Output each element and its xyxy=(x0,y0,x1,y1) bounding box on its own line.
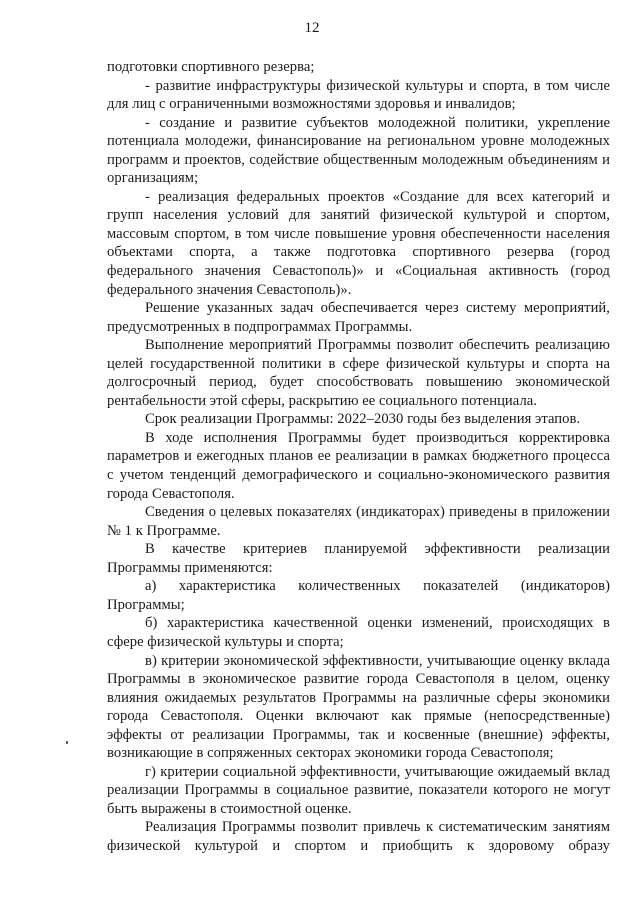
scan-speck xyxy=(66,741,68,744)
paragraph: Срок реализации Программы: 2022–2030 годы без выделения этапов. xyxy=(145,411,581,428)
document-body xyxy=(107,58,610,856)
paragraph: - создание и развитие субъектов молодежной политики, укрепление потенциала молодежи, финансирование на региональном уровне молодежных программ и проектов, содействие общественным молодежным объединениям и организациям; xyxy=(107,114,610,187)
page-number: 12 xyxy=(304,20,320,36)
paragraph: В ходе исполнения Программы будет производиться корректировка параметров и ежегодных планов ее реализации в рамках бюджетного процесса с учетом тенденций демографического и социально-экономического развития города Севастополя. xyxy=(107,429,610,502)
paragraph: в) критерии экономической эффективности, учитывающие оценку вклада Программы в экономическое развитие города Севастополя в целом, оценку влияния ожидаемых результатов Программы на различные сферы экономики города Севастополя. Оценки включают как прямые (непосредственные) эффекты от реализации Программы, так и косвенные (внешние) эффекты, возникающие в сопряженных секторах экономики города Севастополя; xyxy=(107,652,610,762)
paragraph: Выполнение мероприятий Программы позволит обеспечить реализацию целей государственной политики в сфере физической культуры и спорта на долгосрочный период, будет способствовать повышению экономической рентабельности этой сферы, раскрытию ее социального потенциала. xyxy=(107,337,610,409)
paragraph: - развитие инфраструктуры физической культуры и спорта, в том числе для лиц с ограниченными возможностями здоровья и инвалидов; xyxy=(107,77,610,113)
paragraph: Реализация Программы позволит привлечь к систематическим занятиям физической культурой и спортом и приобщить к здоровому образу xyxy=(107,819,610,854)
paragraph: б) характеристика качественной оценки изменений, происходящих в сфере физической культуры и спорта; xyxy=(107,615,610,650)
paragraph: - реализация федеральных проектов «Создание для всех категорий и групп населения условий для занятий физической культурой и спортом, массовым спортом, в том числе повышение уровня обеспеченности населения объектами спорта, а также подготовка спортивного резерва (город федерального значения Севастополь)» и «Социальная активность (город федерального значения Севастополь)». xyxy=(107,188,610,298)
paragraph: В качестве критериев планируемой эффективности реализации Программы применяются: xyxy=(107,541,610,576)
paragraph: а) характеристика количественных показателей (индикаторов) Программы; xyxy=(107,578,610,613)
paragraph: Решение указанных задач обеспечивается через систему мероприятий, предусмотренных в подпрограммах Программы. xyxy=(107,300,610,335)
paragraph: г) критерии социальной эффективности, учитывающие ожидаемый вклад реализации Программы в социальное развитие, показатели которого не могут быть выражены в стоимостной оценке. xyxy=(107,763,610,817)
paragraph: подготовки спортивного резерва; xyxy=(107,59,315,75)
paragraph: Сведения о целевых показателях (индикаторах) приведены в приложении № 1 к Программе. xyxy=(107,504,610,539)
